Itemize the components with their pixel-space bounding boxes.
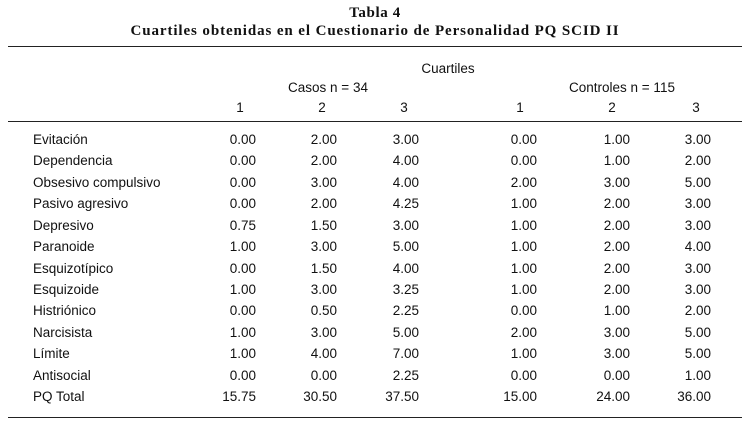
- cell-value: 3.00: [603, 175, 630, 190]
- cell-value: 2.00: [510, 175, 537, 190]
- row-label: Obsesivo compulsivo: [33, 175, 161, 190]
- cell-value: 30.50: [303, 389, 337, 404]
- table-row: [0, 153, 750, 173]
- cell-value: 2.25: [392, 303, 419, 318]
- cell-value: 1.00: [510, 239, 537, 254]
- row-label: Paranoide: [33, 239, 95, 254]
- table-row: [0, 196, 750, 216]
- cell-value: 5.00: [684, 175, 711, 190]
- cell-value: 4.25: [392, 196, 419, 211]
- cell-value: 1.00: [603, 153, 630, 168]
- cell-value: 0.00: [229, 303, 256, 318]
- cell-value: 4.00: [392, 261, 419, 276]
- cell-value: 3.25: [392, 282, 419, 297]
- row-label: Pasivo agresivo: [33, 196, 129, 211]
- table-row: [0, 175, 750, 195]
- cell-value: 3.00: [310, 239, 337, 254]
- top-rule: [8, 46, 742, 47]
- row-label: Antisocial: [33, 368, 91, 383]
- cell-value: 5.00: [684, 346, 711, 361]
- column-number: 3: [400, 100, 408, 115]
- cell-value: 3.00: [603, 346, 630, 361]
- column-number: 2: [608, 100, 616, 115]
- cell-value: 24.00: [596, 389, 630, 404]
- table-row: [0, 346, 750, 366]
- table-row: [0, 132, 750, 152]
- cell-value: 1.00: [229, 346, 256, 361]
- cell-value: 1.00: [510, 346, 537, 361]
- row-label: Dependencia: [33, 153, 113, 168]
- cell-value: 2.00: [310, 153, 337, 168]
- cell-value: 0.00: [603, 368, 630, 383]
- cell-value: 3.00: [684, 196, 711, 211]
- column-number: 1: [236, 100, 244, 115]
- cell-value: 1.00: [510, 196, 537, 211]
- row-label: Esquizotípico: [33, 261, 114, 276]
- cell-value: 3.00: [392, 218, 419, 233]
- column-number: 3: [692, 100, 700, 115]
- cell-value: 2.25: [392, 368, 419, 383]
- cell-value: 2.00: [310, 132, 337, 147]
- table-row: [0, 218, 750, 238]
- quartiles-header: Cuartiles: [421, 61, 475, 76]
- cell-value: 7.00: [392, 346, 419, 361]
- cell-value: 1.00: [510, 261, 537, 276]
- cell-value: 3.00: [310, 175, 337, 190]
- cell-value: 1.00: [603, 303, 630, 318]
- cell-value: 1.00: [229, 325, 256, 340]
- cell-value: 1.00: [603, 132, 630, 147]
- cell-value: 15.75: [222, 389, 256, 404]
- row-label: Evitación: [33, 132, 88, 147]
- cell-value: 3.00: [684, 218, 711, 233]
- row-label: Narcisista: [33, 325, 93, 340]
- cell-value: 1.00: [510, 282, 537, 297]
- table-row: [0, 325, 750, 345]
- cell-value: 2.00: [684, 153, 711, 168]
- row-label: PQ Total: [33, 389, 85, 404]
- cell-value: 3.00: [603, 325, 630, 340]
- cell-value: 0.00: [310, 368, 337, 383]
- cell-value: 0.00: [229, 368, 256, 383]
- cell-value: 4.00: [310, 346, 337, 361]
- cell-value: 2.00: [603, 239, 630, 254]
- cell-value: 0.50: [310, 303, 337, 318]
- cell-value: 0.00: [229, 175, 256, 190]
- cell-value: 0.75: [229, 218, 256, 233]
- cell-value: 1.00: [229, 282, 256, 297]
- cell-value: 0.00: [510, 303, 537, 318]
- cell-value: 5.00: [392, 239, 419, 254]
- table-row: [0, 303, 750, 323]
- bottom-rule: [8, 417, 742, 418]
- row-label: Depresivo: [33, 218, 94, 233]
- cases-header: Casos n = 34: [288, 80, 368, 95]
- header-rule: [8, 121, 742, 122]
- cell-value: 2.00: [510, 325, 537, 340]
- cell-value: 3.00: [684, 261, 711, 276]
- cell-value: 2.00: [603, 196, 630, 211]
- cell-value: 1.00: [684, 368, 711, 383]
- cell-value: 0.00: [229, 153, 256, 168]
- row-label: Límite: [33, 346, 70, 361]
- cell-value: 3.00: [684, 132, 711, 147]
- table-row: [0, 368, 750, 388]
- row-label: Histriónico: [33, 303, 97, 318]
- cell-value: 0.00: [510, 368, 537, 383]
- cell-value: 5.00: [684, 325, 711, 340]
- cell-value: 4.00: [392, 153, 419, 168]
- cell-value: 0.00: [510, 153, 537, 168]
- column-number: 2: [318, 100, 326, 115]
- table-row: [0, 282, 750, 302]
- cell-value: 5.00: [392, 325, 419, 340]
- cell-value: 1.00: [510, 218, 537, 233]
- table-row: [0, 261, 750, 281]
- cell-value: 2.00: [684, 303, 711, 318]
- cell-value: 3.00: [684, 282, 711, 297]
- cell-value: 1.00: [229, 239, 256, 254]
- cell-value: 3.00: [310, 282, 337, 297]
- table-row: [0, 239, 750, 259]
- row-label: Esquizoide: [33, 282, 100, 297]
- column-number: 1: [516, 100, 524, 115]
- cell-value: 2.00: [603, 261, 630, 276]
- cell-value: 2.00: [310, 196, 337, 211]
- table-title: Cuartiles obtenidas en el Cuestionario de Personalidad PQ SCID II: [130, 23, 620, 39]
- cell-value: 4.00: [392, 175, 419, 190]
- cell-value: 0.00: [229, 261, 256, 276]
- table-row: [0, 389, 750, 409]
- cell-value: 2.00: [603, 218, 630, 233]
- cell-value: 15.00: [503, 389, 537, 404]
- controls-header: Controles n = 115: [569, 80, 675, 95]
- cell-value: 37.50: [385, 389, 419, 404]
- table-number: Tabla 4: [349, 5, 401, 21]
- cell-value: 1.50: [310, 261, 337, 276]
- cell-value: 4.00: [684, 239, 711, 254]
- cell-value: 2.00: [603, 282, 630, 297]
- cell-value: 0.00: [229, 132, 256, 147]
- cell-value: 0.00: [229, 196, 256, 211]
- cell-value: 0.00: [510, 132, 537, 147]
- cell-value: 3.00: [392, 132, 419, 147]
- cell-value: 36.00: [677, 389, 711, 404]
- cell-value: 3.00: [310, 325, 337, 340]
- cell-value: 1.50: [310, 218, 337, 233]
